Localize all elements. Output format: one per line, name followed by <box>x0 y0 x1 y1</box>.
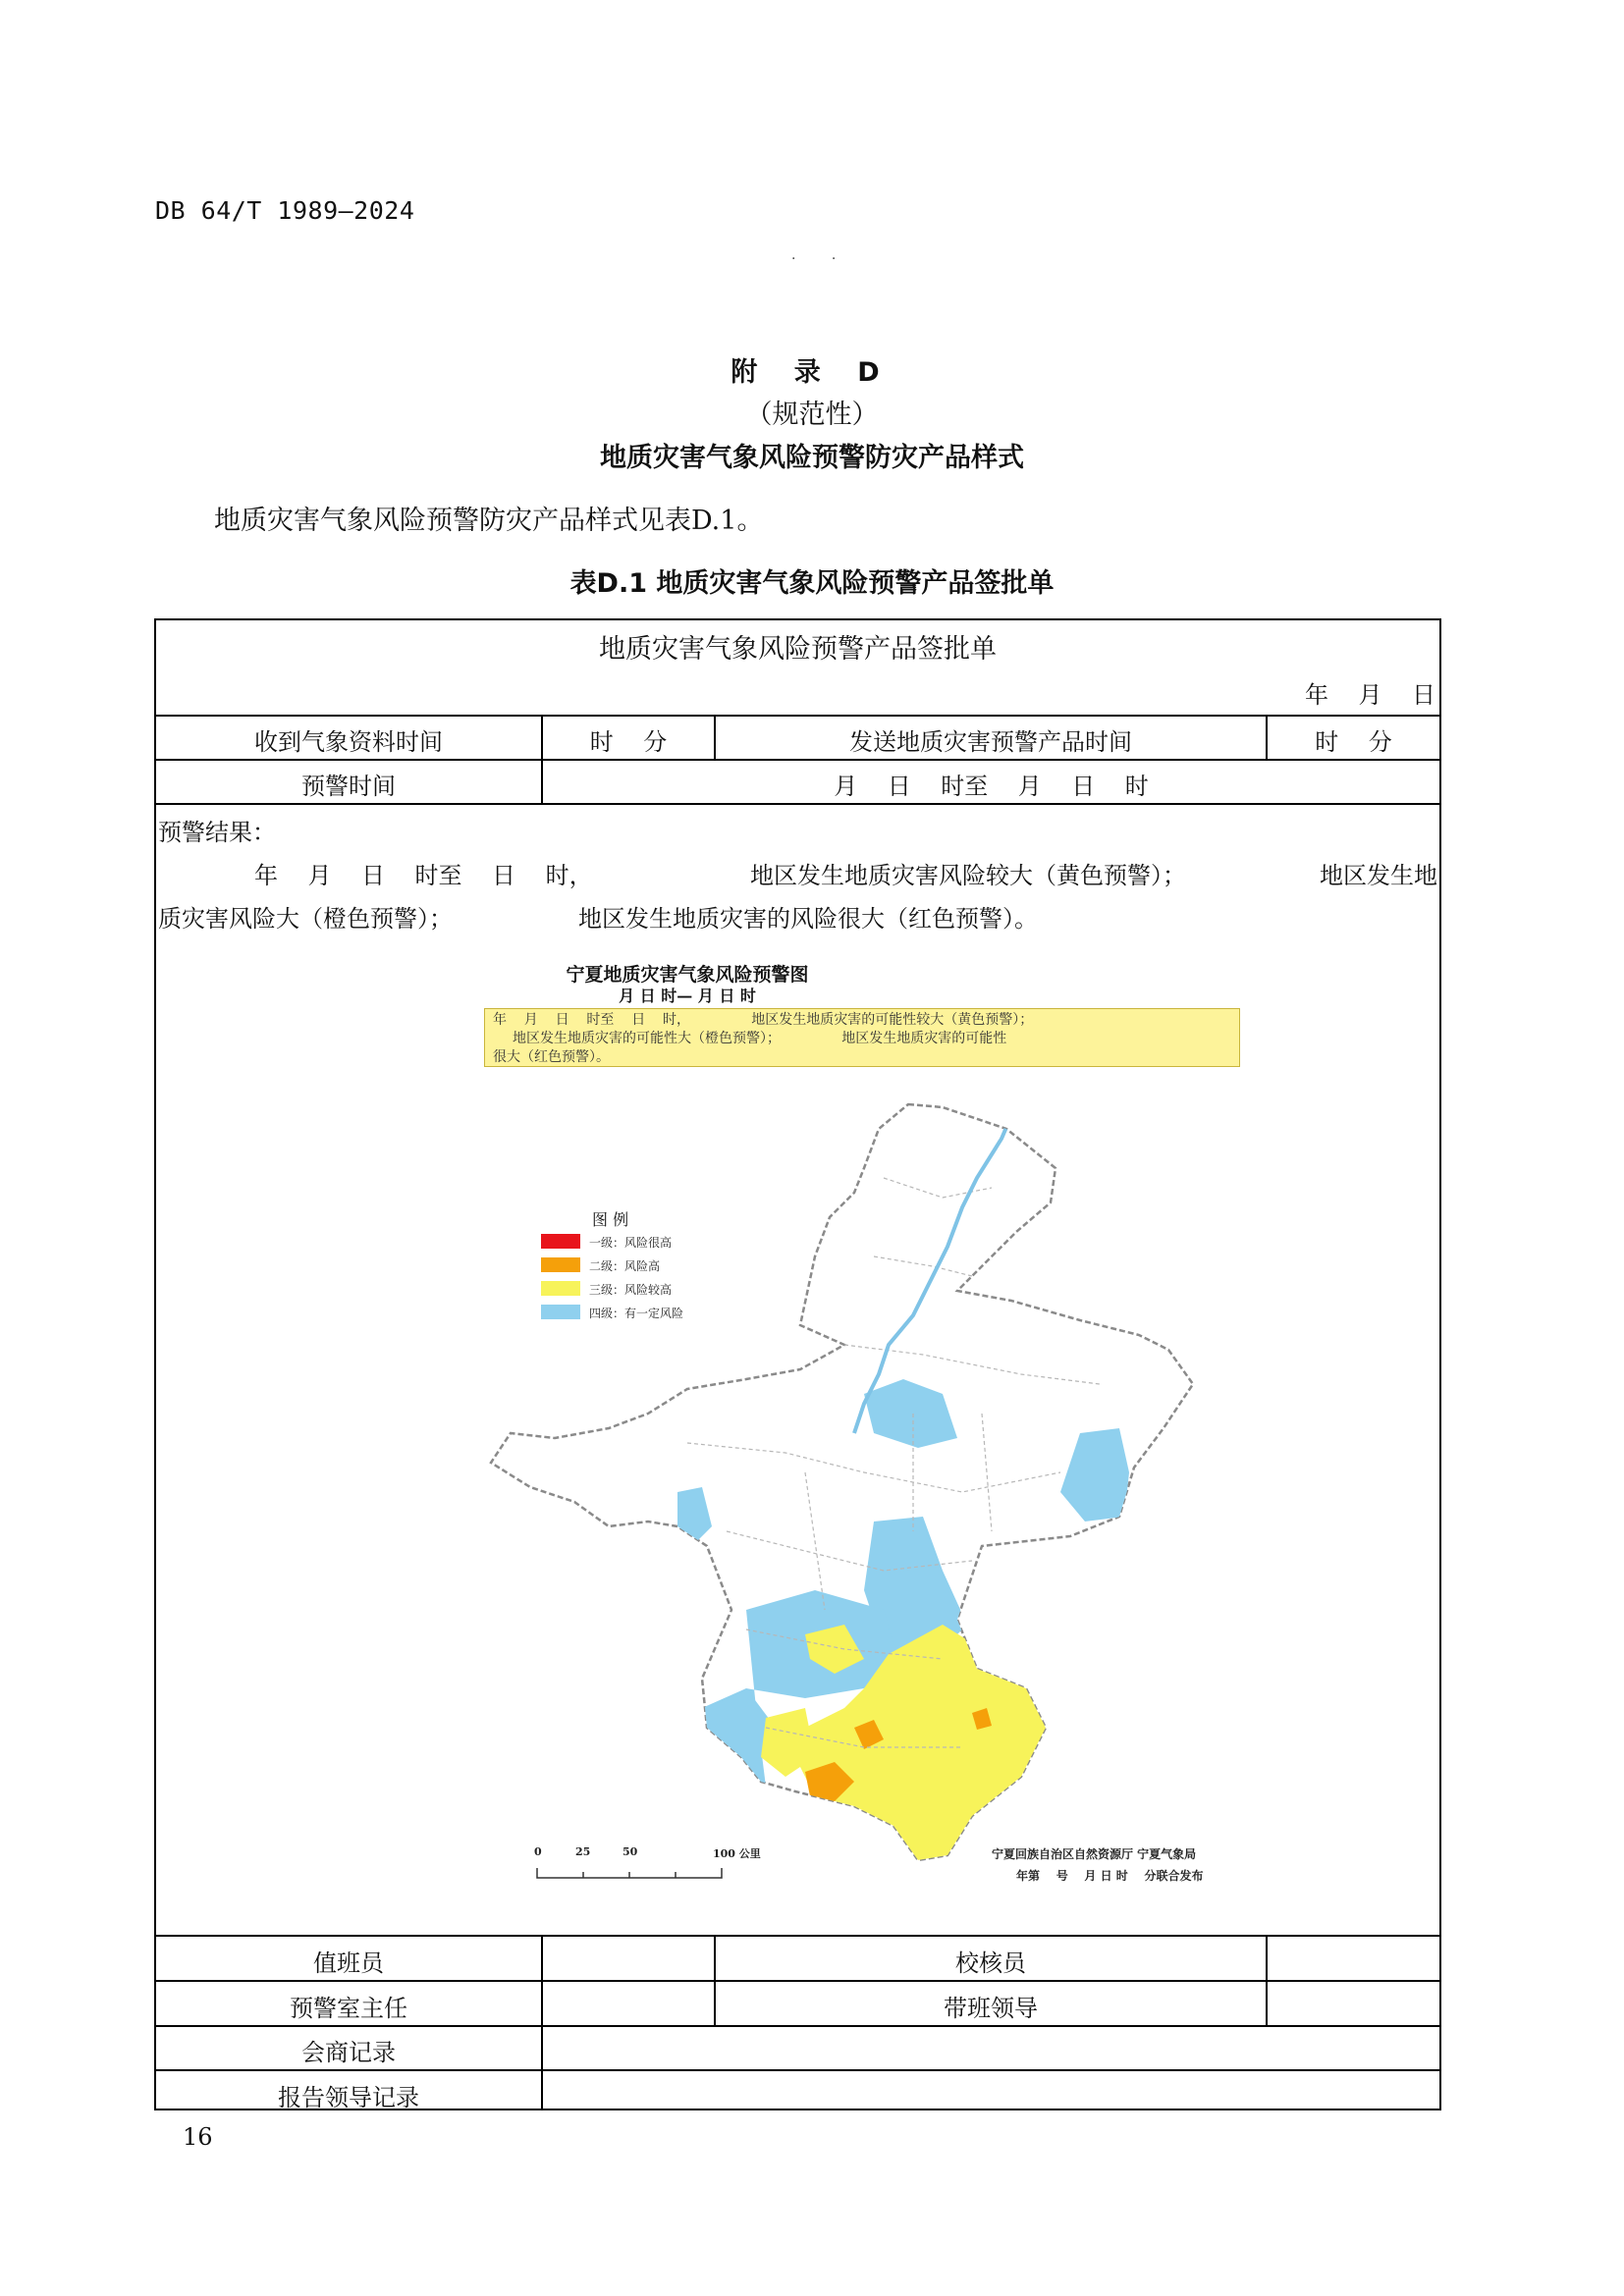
value-warning-time[interactable]: 月 日 时至 月 日 时 <box>834 773 1149 800</box>
result-heading: 预警结果： <box>158 819 276 846</box>
legend-title: 图 例 <box>592 1210 629 1229</box>
appendix-title: 地质灾害气象风险预警防灾产品样式 <box>600 443 1024 473</box>
legend-label-level1: 一级：风险很高 <box>589 1236 673 1250</box>
label-warning-time: 预警时间 <box>301 773 396 800</box>
map-note-line2: 地区发生地质灾害的可能性大（橙色预警）； 地区发生地质灾害的可能性 <box>513 1031 1007 1046</box>
value-received-time[interactable]: 时 分 <box>589 728 668 756</box>
form-date: 年 月 日 <box>1304 681 1435 709</box>
map-note-line3: 很大（红色预警）。 <box>493 1049 610 1065</box>
result-line1-time: 年 月 日 时至 日 时， <box>254 862 593 889</box>
standard-code: DB 64/T 1989—2024 <box>155 196 415 225</box>
scale-tick-0: 0 <box>534 1845 542 1858</box>
label-shift-leader: 带班领导 <box>944 1995 1038 2022</box>
map-note-line1: 年 月 日 时至 日 时， 地区发生地质灾害的可能性较大（黄色预警）； <box>493 1012 1034 1028</box>
label-duty-officer: 值班员 <box>313 1949 384 1977</box>
legend-label-level4: 四级：有一定风险 <box>589 1307 684 1320</box>
ningxia-risk-map <box>481 1099 1208 1885</box>
legend-label-level3: 三级：风险较高 <box>589 1283 673 1297</box>
label-received-time: 收到气象资料时间 <box>254 728 443 756</box>
scale-tick-50: 50 <box>623 1845 638 1858</box>
map-issue-number: 年第 号 月 日 时 分联合发布 <box>1016 1869 1204 1883</box>
value-sent-time[interactable]: 时 分 <box>1315 728 1392 756</box>
result-line2-orange: 质灾害风险大（橙色预警）； <box>158 905 453 933</box>
appendix-label: 附 录 D <box>731 357 893 388</box>
scale-bar <box>535 1860 731 1884</box>
table-caption: 表D.1 地质灾害气象风险预警产品签批单 <box>569 568 1055 599</box>
scale-tick-25: 25 <box>575 1845 591 1858</box>
appendix-normative: （规范性） <box>745 400 879 430</box>
scale-tick-100: 100 公里 <box>713 1847 761 1860</box>
label-sent-time: 发送地质灾害预警产品时间 <box>849 728 1132 756</box>
form-title: 地质灾害气象风险预警产品签批单 <box>599 634 997 665</box>
page-number: 16 <box>183 2123 213 2151</box>
result-line1-tail: 地区发生地 <box>1320 862 1437 889</box>
label-consult-record: 会商记录 <box>301 2039 396 2066</box>
header-dots: · · <box>791 251 852 267</box>
map-issuer: 宁夏回族自治区自然资源厅 宁夏气象局 <box>992 1847 1197 1861</box>
map-note-box <box>484 1008 1240 1067</box>
label-checker: 校核员 <box>955 1949 1026 1977</box>
result-line2-red: 地区发生地质灾害的风险很大（红色预警）。 <box>578 905 1038 933</box>
intro-paragraph: 地质灾害气象风险预警防灾产品样式见表D.1。 <box>214 506 764 536</box>
legend-swatch-level1 <box>541 1234 580 1249</box>
legend-label-level2: 二级：风险高 <box>589 1259 661 1273</box>
legend-swatch-level3 <box>541 1281 580 1296</box>
label-room-director: 预警室主任 <box>290 1995 407 2022</box>
map-subtitle: 月 日 时— 月 日 时 <box>619 987 756 1005</box>
map-title: 宁夏地质灾害气象风险预警图 <box>566 964 809 986</box>
result-line1-yellow: 地区发生地质灾害风险较大（黄色预警）； <box>750 862 1186 889</box>
legend-swatch-level4 <box>541 1305 580 1319</box>
label-report-record: 报告领导记录 <box>278 2084 419 2111</box>
legend-swatch-level2 <box>541 1257 580 1272</box>
